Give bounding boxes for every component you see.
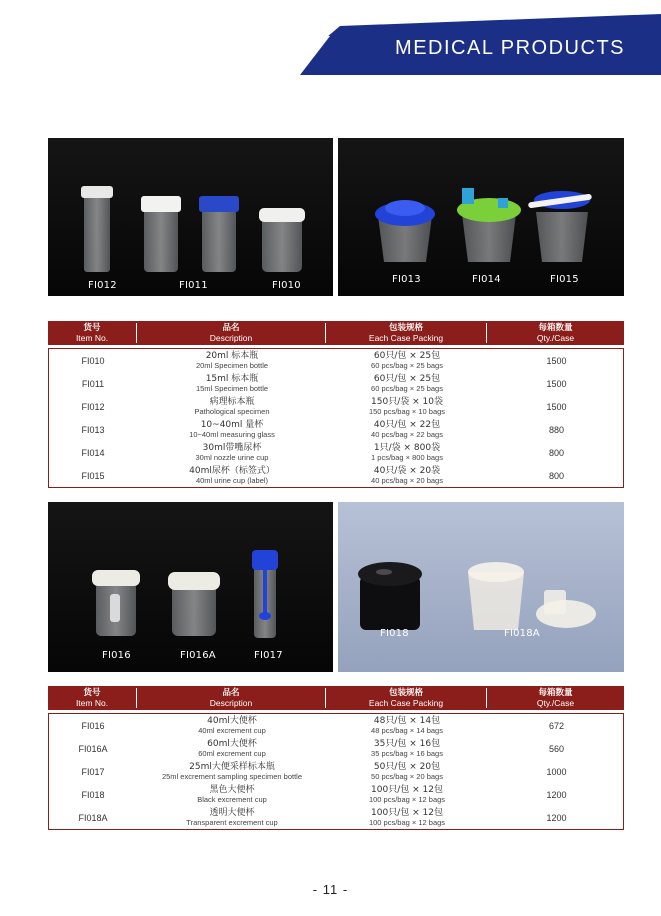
table-row bbox=[49, 783, 623, 806]
description-cn: 15ml 标本瓶 bbox=[205, 374, 259, 384]
packing-cn: 48只/包 × 14包 bbox=[373, 716, 441, 726]
page-number: - 11 - bbox=[312, 882, 349, 897]
description-cn: 透明大便杯 bbox=[209, 808, 255, 818]
quantity-cell: 880 bbox=[548, 424, 565, 435]
description-cn: 25ml大便采样标本瓶 bbox=[189, 762, 275, 772]
table-row bbox=[49, 441, 623, 464]
item-code-cell: FI011 bbox=[81, 378, 105, 389]
description-cell bbox=[138, 395, 326, 418]
item-code-cell: FI018 bbox=[81, 789, 105, 800]
table-row bbox=[49, 372, 623, 395]
table-header bbox=[48, 321, 624, 345]
description-en: Black excrement cup bbox=[197, 795, 267, 804]
col-header-qty-en: Qty./Case bbox=[536, 333, 575, 343]
col-header-item-en: Item No. bbox=[75, 333, 109, 343]
packing-cn: 40只/袋 × 20袋 bbox=[373, 466, 441, 476]
product-photo-fi010-fi012 bbox=[48, 138, 333, 296]
packing-en: 40 pcs/bag × 22 bags bbox=[371, 430, 443, 439]
product-table-1 bbox=[48, 321, 624, 488]
description-en: 60ml excrement cup bbox=[198, 749, 266, 758]
packing-en: 60 pcs/bag × 25 bags bbox=[371, 361, 443, 370]
item-code-cell: FI013 bbox=[81, 424, 105, 435]
packing-cn: 60只/包 × 25包 bbox=[373, 374, 441, 384]
packing-cell bbox=[327, 464, 487, 487]
packing-en: 100 pcs/bag × 12 bags bbox=[368, 795, 446, 804]
table-body bbox=[48, 713, 624, 830]
description-en: 20ml Specimen bottle bbox=[195, 361, 269, 370]
col-header-item-cn: 货号 bbox=[83, 323, 101, 333]
description-en: 25ml excrement sampling specimen bottle bbox=[161, 772, 303, 781]
table-row bbox=[49, 464, 623, 487]
col-header-pack bbox=[326, 321, 486, 345]
description-cell bbox=[138, 349, 326, 372]
product-photo-image bbox=[338, 502, 624, 672]
product-photo-fi013-fi015 bbox=[338, 138, 624, 296]
item-code-cell: FI016 bbox=[81, 720, 105, 731]
quantity-cell: 800 bbox=[548, 470, 565, 481]
col-header-qty-en: Qty./Case bbox=[536, 698, 575, 708]
col-header-qty-cn: 每箱数量 bbox=[538, 323, 573, 333]
description-cell bbox=[138, 441, 326, 464]
product-label-fi014: FI014 bbox=[472, 274, 501, 285]
packing-cn: 150只/袋 × 10袋 bbox=[371, 397, 443, 407]
quantity-cell: 1200 bbox=[546, 812, 567, 823]
product-label-fi012: FI012 bbox=[88, 280, 117, 291]
col-header-pack-cn: 包装规格 bbox=[388, 323, 423, 333]
packing-cn: 50只/包 × 20包 bbox=[373, 762, 441, 772]
page-header bbox=[0, 0, 661, 75]
packing-cn: 100只/包 × 12包 bbox=[371, 808, 443, 818]
quantity-cell: 672 bbox=[548, 720, 565, 731]
packing-cell bbox=[327, 441, 487, 464]
packing-en: 35 pcs/bag × 16 bags bbox=[371, 749, 443, 758]
packing-cell bbox=[327, 714, 487, 737]
product-label-fi017: FI017 bbox=[254, 650, 283, 661]
col-header-qty bbox=[487, 686, 624, 710]
quantity-cell: 1500 bbox=[546, 355, 567, 366]
col-header-item-en: Item No. bbox=[75, 698, 109, 708]
col-header-pack-en: Each Case Packing bbox=[368, 333, 444, 343]
product-label-fi018: FI018 bbox=[380, 628, 409, 639]
description-en: 40ml urine cup (label) bbox=[195, 476, 269, 485]
description-cell bbox=[138, 806, 326, 829]
description-cn: 20ml 标本瓶 bbox=[205, 351, 259, 361]
product-photo-image bbox=[48, 138, 333, 296]
description-cell bbox=[138, 737, 326, 760]
quantity-cell: 1500 bbox=[546, 378, 567, 389]
col-header-qty bbox=[487, 321, 624, 345]
quantity-cell: 1500 bbox=[546, 401, 567, 412]
product-photo-image bbox=[48, 502, 333, 672]
packing-en: 48 pcs/bag × 14 bags bbox=[371, 726, 443, 735]
item-code-cell: FI015 bbox=[81, 470, 105, 481]
product-table-2 bbox=[48, 686, 624, 830]
description-en: 10~40ml measuring glass bbox=[189, 430, 275, 439]
packing-en: 1 pcs/bag × 800 bags bbox=[371, 453, 443, 462]
description-cn: 40ml尿杯（标签式） bbox=[189, 466, 275, 476]
description-cell bbox=[138, 464, 326, 487]
col-header-desc-en: Description bbox=[209, 333, 253, 343]
item-code-cell: FI012 bbox=[81, 401, 105, 412]
product-photo-image bbox=[338, 138, 624, 296]
col-header-desc bbox=[137, 686, 325, 710]
description-cn: 10~40ml 量杯 bbox=[200, 420, 264, 430]
col-header-pack-cn: 包装规格 bbox=[388, 688, 423, 698]
packing-en: 40 pcs/bag × 20 bags bbox=[371, 476, 443, 485]
packing-cell bbox=[327, 372, 487, 395]
description-en: Transparent excrement cup bbox=[186, 818, 278, 827]
col-header-desc-cn: 品名 bbox=[222, 688, 240, 698]
product-label-fi016: FI016 bbox=[102, 650, 131, 661]
col-header-qty-cn: 每箱数量 bbox=[538, 688, 573, 698]
packing-en: 60 pcs/bag × 25 bags bbox=[371, 384, 443, 393]
packing-cell bbox=[327, 737, 487, 760]
quantity-cell: 560 bbox=[548, 743, 565, 754]
packing-cell bbox=[327, 395, 487, 418]
quantity-cell: 800 bbox=[548, 447, 565, 458]
item-code-cell: FI016A bbox=[78, 743, 108, 754]
description-cell bbox=[138, 760, 326, 783]
quantity-cell: 1000 bbox=[546, 766, 567, 777]
packing-cn: 60只/包 × 25包 bbox=[373, 351, 441, 361]
item-code-cell: FI017 bbox=[81, 766, 105, 777]
packing-cell bbox=[327, 783, 487, 806]
packing-en: 150 pcs/bag × 10 bags bbox=[368, 407, 446, 416]
table-row bbox=[49, 760, 623, 783]
packing-cn: 40只/包 × 22包 bbox=[373, 420, 441, 430]
description-cell bbox=[138, 783, 326, 806]
product-label-fi010: FI010 bbox=[272, 280, 301, 291]
packing-cell bbox=[327, 418, 487, 441]
product-label-fi016a: FI016A bbox=[180, 650, 216, 661]
col-header-desc-cn: 品名 bbox=[222, 323, 240, 333]
packing-cn: 35只/包 × 16包 bbox=[373, 739, 441, 749]
col-header-desc bbox=[137, 321, 325, 345]
description-en: Pathological specimen bbox=[194, 407, 270, 416]
description-en: 15ml Specimen bottle bbox=[195, 384, 269, 393]
col-header-item-cn: 货号 bbox=[83, 688, 101, 698]
product-label-fi011: FI011 bbox=[179, 280, 208, 291]
packing-cell bbox=[327, 806, 487, 829]
packing-cn: 1只/袋 × 800袋 bbox=[373, 443, 441, 453]
col-header-item bbox=[48, 686, 136, 710]
table-row bbox=[49, 395, 623, 418]
table-row bbox=[49, 737, 623, 760]
table-header bbox=[48, 686, 624, 710]
product-label-fi013: FI013 bbox=[392, 274, 421, 285]
packing-cell bbox=[327, 349, 487, 372]
item-code-cell: FI018A bbox=[78, 812, 108, 823]
description-cell bbox=[138, 418, 326, 441]
packing-cell bbox=[327, 760, 487, 783]
table-body bbox=[48, 348, 624, 488]
col-header-pack-en: Each Case Packing bbox=[368, 698, 444, 708]
table-row bbox=[49, 806, 623, 829]
col-header-item bbox=[48, 321, 136, 345]
product-label-fi018a: FI018A bbox=[504, 628, 540, 639]
description-cell bbox=[138, 372, 326, 395]
description-cn: 30ml带嘴尿杯 bbox=[202, 443, 262, 453]
header-title: MEDICAL PRODUCTS bbox=[395, 37, 625, 59]
description-en: 40ml excrement cup bbox=[198, 726, 266, 735]
description-en: 30ml nozzle urine cup bbox=[195, 453, 269, 462]
table-row bbox=[49, 714, 623, 737]
item-code-cell: FI010 bbox=[81, 355, 105, 366]
item-code-cell: FI014 bbox=[81, 447, 105, 458]
product-photo-fi016-fi017 bbox=[48, 502, 333, 672]
description-cn: 黑色大便杯 bbox=[209, 785, 255, 795]
description-cn: 60ml大便杯 bbox=[207, 739, 257, 749]
description-cell bbox=[138, 714, 326, 737]
packing-en: 50 pcs/bag × 20 bags bbox=[371, 772, 443, 781]
description-cn: 病理标本瓶 bbox=[209, 397, 255, 407]
packing-en: 100 pcs/bag × 12 bags bbox=[368, 818, 446, 827]
col-header-pack bbox=[326, 686, 486, 710]
product-photo-fi018 bbox=[338, 502, 624, 672]
packing-cn: 100只/包 × 12包 bbox=[371, 785, 443, 795]
table-row bbox=[49, 418, 623, 441]
col-header-desc-en: Description bbox=[209, 698, 253, 708]
product-label-fi015: FI015 bbox=[550, 274, 579, 285]
table-row bbox=[49, 349, 623, 372]
quantity-cell: 1200 bbox=[546, 789, 567, 800]
description-cn: 40ml大便杯 bbox=[207, 716, 257, 726]
